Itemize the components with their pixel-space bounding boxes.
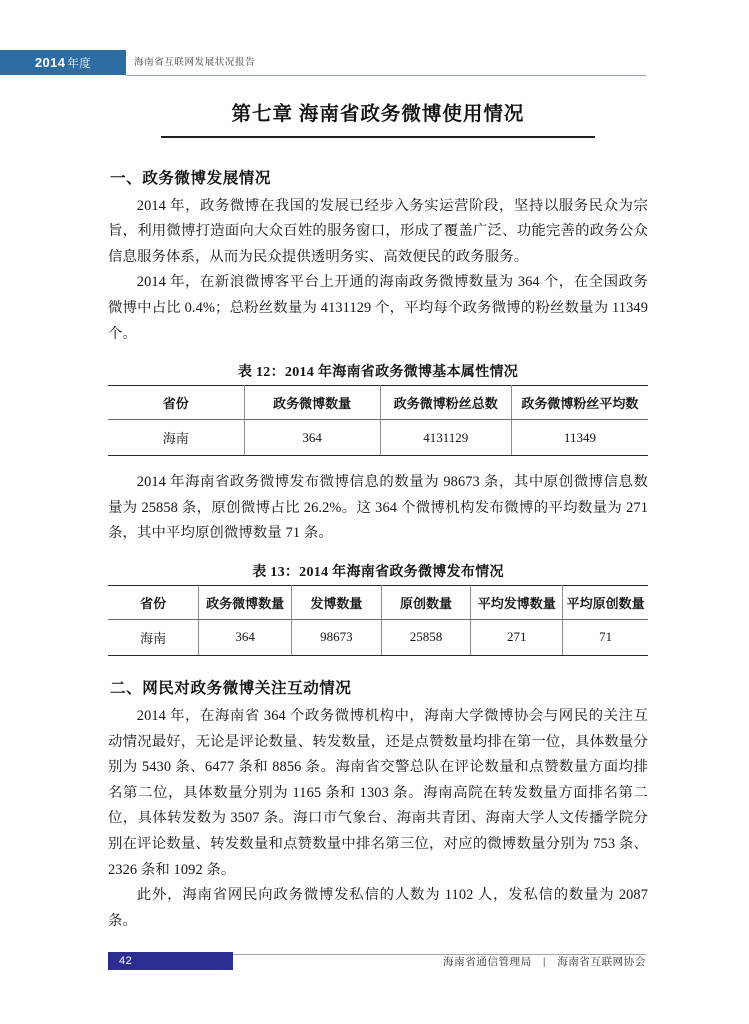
table-12-cell-followers-total: 4131129 — [380, 420, 511, 456]
footer-org-left: 海南省通信管理局 — [443, 956, 532, 968]
table-13-cell-province: 海南 — [108, 619, 199, 655]
page-number: 42 — [119, 955, 133, 967]
header-divider — [126, 75, 646, 76]
paragraph-1-2: 2014 年，在新浪微博客平台上开通的海南政务微博数量为 364 个，在全国政务微博中占比 0.4%；总粉丝数量为 4131129 个，平均每个政务微博的粉丝数量为 11349 个。 — [108, 274, 648, 342]
table-12-header-cell: 政务微博粉丝总数 — [380, 386, 511, 420]
table-row — [108, 420, 648, 456]
table-12-caption: 表 12：2014 年海南省政务微博基本属性情况 — [237, 365, 519, 381]
paragraph-1-1: 2014 年，政务微博在我国的发展已经步入务实运营阶段，坚持以服务民众为宗旨，利用微博打造面向大众百姓的服务窗口，形成了覆盖广泛、功能完善的政务公众信息服务体系，从而为民众提供透明务实、高效便民的政务服务。 — [108, 197, 648, 265]
table-header-row — [108, 386, 648, 420]
page-title: 第七章 海南省政务微博使用情况 — [231, 104, 525, 125]
page-header — [0, 50, 749, 76]
table-13-cell-count: 364 — [199, 619, 292, 655]
footer-org-right: 海南省互联网协会 — [557, 956, 646, 968]
table-13-header-cell: 平均原创数量 — [563, 585, 648, 619]
table-13-cell-posts: 98673 — [292, 619, 382, 655]
section-heading-2: 二、网民对政务微博关注互动情况 — [110, 679, 352, 697]
header-year-badge — [0, 50, 126, 75]
table-13-cell-avg-posts: 271 — [471, 619, 563, 655]
table-13-cell-original: 25858 — [381, 619, 471, 655]
table-13-header-cell: 发博数量 — [292, 585, 382, 619]
footer-organizations — [443, 954, 646, 969]
header-badge-suffix: 年度 — [67, 58, 92, 70]
table-12-header-cell: 政务微博数量 — [244, 386, 380, 420]
header-badge-year: 2014 — [34, 55, 66, 70]
chapter-title-underline — [161, 136, 595, 138]
table-12-header-cell: 省份 — [108, 386, 244, 420]
table-13-header-cell: 原创数量 — [381, 585, 471, 619]
table-12-cell-province: 海南 — [108, 420, 244, 456]
table-13-cell-avg-original: 71 — [563, 619, 648, 655]
table-13-header-cell: 平均发博数量 — [471, 585, 563, 619]
table-13-block — [108, 561, 648, 656]
table-13-header-cell: 省份 — [108, 585, 199, 619]
table-13-header-cell: 政务微博数量 — [199, 585, 292, 619]
table-13-caption: 表 13：2014 年海南省政务微博发布情况 — [252, 564, 504, 580]
paragraph-2-2: 此外，海南省网民向政务微博发私信的人数为 1102 人，发私信的数量为 2087 条。 — [108, 887, 648, 929]
page-footer — [0, 952, 749, 976]
table-13 — [108, 585, 648, 656]
paragraph-2-1: 2014 年，在海南省 364 个政务微博机构中，海南大学微博协会与网民的关注互动情况最好，无论是评论数量、转发数量，还是点赞数量均排在第一位，具体数量分别为 5430 条、6477 条和 8856 条。海南省交警总队在评论数量和点赞数量方面均排名第二位，具体数量分别为 1165 条和 1303 条。海南高院在转发数量方面排名第二位，具体转发数为 3507 条。海口市气象台、海南共青团、海南大学人文传播学院分别在评论数量、转发数量和点赞数量中排名第三位，对应的微博数量分别为 753 条、2326 条和 1092 条。 — [108, 707, 648, 878]
document-body — [108, 88, 648, 934]
table-header-row — [108, 585, 648, 619]
paragraph-between-tables: 2014 年海南省政务微博发布微博信息的数量为 98673 条，其中原创微博信息数量为 25858 条，原创微博占比 26.2%。这 364 个微博机构发布微博的平均数量为 271 条，其中平均原创微博数量 71 条。 — [108, 474, 648, 542]
header-report-title: 海南省互联网发展状况报告 — [134, 57, 256, 68]
table-12-cell-count: 364 — [244, 420, 380, 456]
table-12-cell-followers-average: 11349 — [511, 420, 648, 456]
table-12-block — [108, 361, 648, 456]
section-heading-1: 一、政务微博发展情况 — [110, 169, 272, 187]
table-12 — [108, 385, 648, 456]
table-row — [108, 619, 648, 655]
footer-separator: | — [542, 956, 547, 968]
table-12-header-cell: 政务微博粉丝平均数 — [511, 386, 648, 420]
